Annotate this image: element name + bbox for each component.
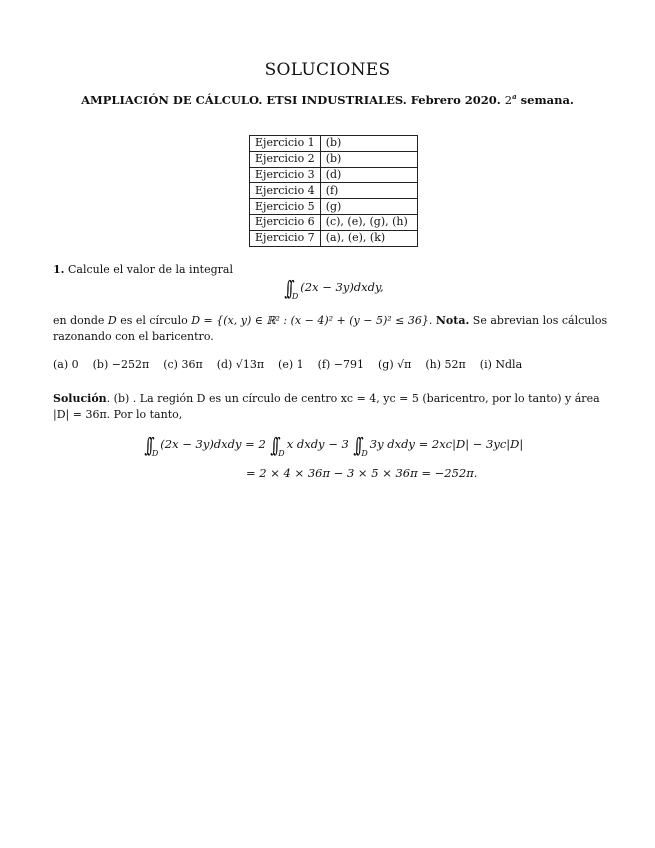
- subtitle-week-sup: a: [512, 92, 517, 101]
- option-item: (f) −791: [317, 358, 365, 371]
- table-row: [250, 214, 418, 230]
- option-item: (g) √π: [378, 358, 412, 371]
- table-row: [250, 183, 418, 199]
- answer-cell: (b): [320, 151, 417, 167]
- option-item: (a) 0: [53, 358, 79, 371]
- option-item: (e) 1: [278, 358, 304, 371]
- eq-part-b: x dxdy − 3: [286, 437, 349, 451]
- integral-domain-sub: D: [361, 449, 368, 458]
- double-integral-icon: ∫∫: [353, 433, 361, 457]
- exercise-cell: Ejercicio 6: [250, 214, 321, 230]
- integral-domain-sub: D: [151, 449, 159, 458]
- double-integral-icon: ∫∫: [270, 433, 277, 457]
- double-integral-icon: ∫∫: [284, 276, 291, 300]
- answer-options: [53, 358, 536, 371]
- answer-cell: (g): [320, 199, 417, 215]
- domain-text-2: es el círculo: [120, 314, 188, 327]
- eq-part-a: (2x − 3y)dxdy = 2: [160, 437, 266, 451]
- answer-cell: (d): [320, 167, 417, 183]
- domain-symbol: D: [107, 314, 117, 327]
- solution-text: . (b) . La región D es un círculo de centro xc = 4, yc = 5 (baricentro, por lo tanto) y área |D| = 36π. Por lo tanto,: [53, 392, 600, 421]
- eq-part-c: 3y dxdy = 2xc|D| − 3yc|D|: [369, 437, 524, 451]
- subtitle-week-number: 2: [504, 92, 513, 107]
- option-item: (d) √13π: [216, 358, 265, 371]
- table-row: [250, 167, 418, 183]
- double-integral-icon: ∫∫: [144, 433, 151, 457]
- problem-number: 1.: [53, 263, 65, 276]
- exercise-cell: Ejercicio 2: [250, 151, 321, 167]
- option-item: (b) −252π: [92, 358, 150, 371]
- note-label: Nota.: [435, 314, 470, 327]
- page-title: SOLUCIONES: [264, 60, 391, 80]
- exercise-cell: Ejercicio 5: [250, 199, 321, 215]
- subtitle-week-word: semana.: [520, 92, 574, 107]
- exercise-cell: Ejercicio 3: [250, 167, 321, 183]
- integral-domain-sub: D: [291, 292, 299, 301]
- problem-domain: [53, 313, 616, 345]
- domain-set: D = {(x, y) ∈ ℝ² : (x − 4)² + (y − 5)² ≤ 36}.: [191, 314, 433, 327]
- table-row: [250, 230, 418, 246]
- answer-cell: (f): [320, 183, 417, 199]
- integral-domain-sub: D: [278, 449, 285, 458]
- option-item: (i) Ndla: [479, 358, 523, 371]
- solution-paragraph: [53, 391, 616, 423]
- exercise-cell: Ejercicio 1: [250, 136, 321, 152]
- domain-text-1: en donde: [53, 314, 105, 327]
- table-row: [250, 151, 418, 167]
- solution-equation-line-1: [143, 433, 523, 458]
- subtitle-text: AMPLIACIÓN DE CÁLCULO. ETSI INDUSTRIALES. Febrero 2020.: [81, 92, 501, 107]
- solution-equation-line-2: = 2 × 4 × 36π − 3 × 5 × 36π = −252π.: [246, 466, 478, 480]
- answer-cell: (a), (e), (k): [320, 230, 417, 246]
- table-row: [250, 199, 418, 215]
- problem-statement-text: Calcule el valor de la integral: [67, 263, 233, 276]
- exercise-cell: Ejercicio 7: [250, 230, 321, 246]
- problem-integral: [283, 276, 384, 301]
- option-item: (h) 52π: [425, 358, 466, 371]
- integral-body: (2x − 3y)dxdy,: [300, 280, 384, 294]
- answers-table: [249, 135, 418, 247]
- page-subtitle: [0, 92, 655, 107]
- answer-cell: (b): [320, 136, 417, 152]
- solution-label: Solución: [53, 392, 107, 405]
- note-text: Se abrevian los cálculos razonando con el baricentro.: [53, 314, 608, 343]
- exercise-cell: Ejercicio 4: [250, 183, 321, 199]
- table-row: [250, 136, 418, 152]
- answer-cell: (c), (e), (g), (h): [320, 214, 417, 230]
- option-item: (c) 36π: [163, 358, 203, 371]
